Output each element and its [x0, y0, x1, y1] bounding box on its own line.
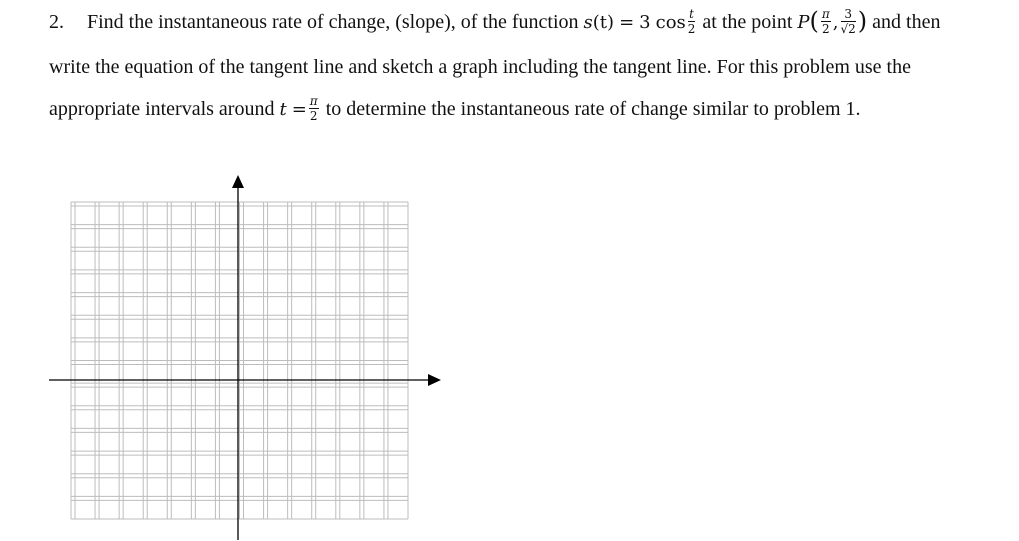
point-y-denominator: √2 [840, 22, 856, 36]
function-argument: (t) [592, 12, 615, 34]
function-name: s [583, 12, 593, 34]
closing-text: to determine the instantaneous rate of change similar to problem 1. [325, 98, 861, 121]
equals-sign-2: = [291, 99, 307, 121]
problem-line-2: write the equation of the tangent line and sketch a graph including the tangent line. For this problem use the [49, 56, 911, 78]
point-comma: , [832, 12, 839, 34]
point-x-numerator: π [821, 7, 830, 21]
post-point-text: and then [872, 11, 941, 34]
t-value-numerator: π [309, 94, 318, 108]
point-x-denominator: 2 [822, 22, 830, 36]
point-y-numerator: 3 [841, 8, 856, 22]
problem-number: 2. [49, 11, 64, 34]
coefficient: 3 [639, 12, 651, 34]
fraction-numerator: t [689, 7, 694, 21]
grid-lines [71, 202, 408, 519]
y-axis-arrow [232, 175, 244, 188]
variable-t: t [279, 99, 287, 121]
left-paren: ( [809, 6, 819, 35]
t-value-denominator: 2 [309, 109, 318, 123]
trig-function: cos [655, 12, 686, 34]
right-paren: ) [857, 6, 868, 35]
point-label: P [797, 12, 810, 34]
problem-intro-text: Find the instantaneous rate of change, (slope), of the function [87, 11, 579, 34]
fraction-denominator: 2 [687, 22, 696, 36]
at-point-text: at the point [702, 11, 793, 34]
x-axis-arrow [428, 374, 441, 386]
equals-sign: = [619, 12, 635, 34]
intervals-text: appropriate intervals around [49, 98, 275, 121]
